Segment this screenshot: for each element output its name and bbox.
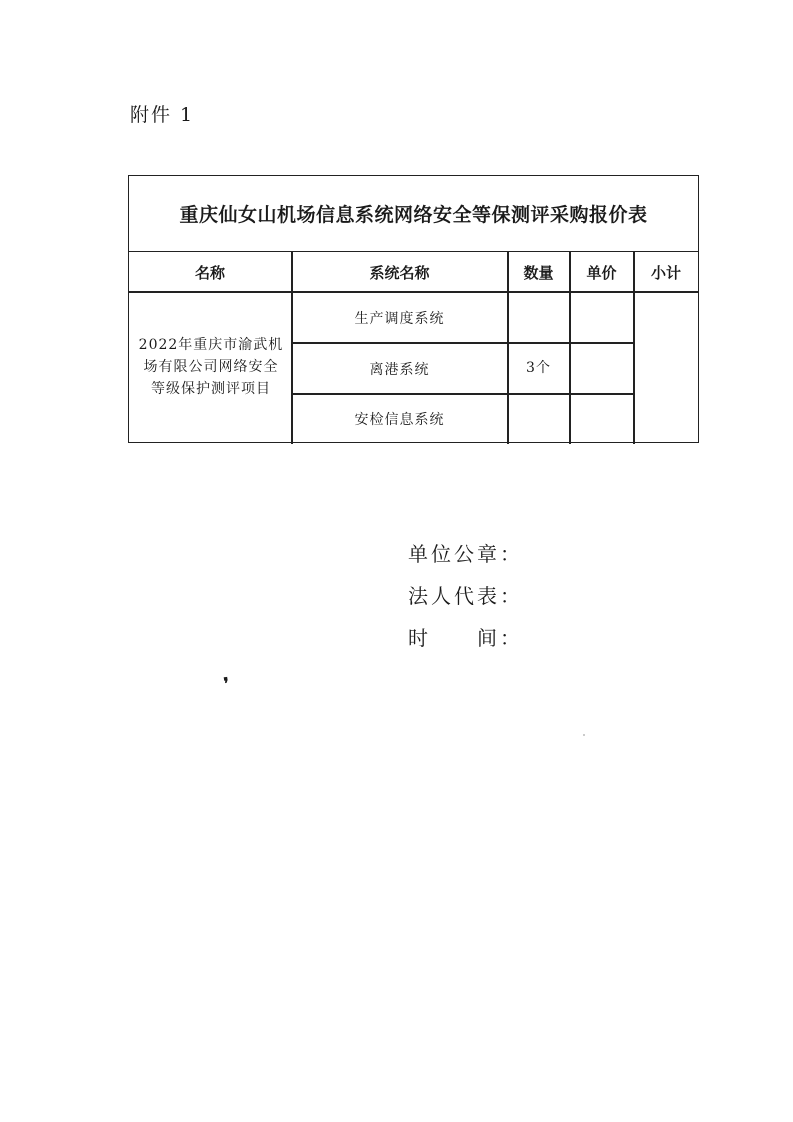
header-system-name: 系统名称	[369, 263, 430, 282]
system-row-departure: 离港系统	[369, 361, 430, 378]
scan-speck	[583, 734, 585, 736]
header-subtotal: 小计	[650, 263, 681, 282]
quantity-value: 3个	[526, 360, 551, 376]
header-name: 名称	[194, 263, 225, 282]
unit-price-cell[interactable]	[570, 395, 633, 442]
project-name: 2022年重庆市渝武机场有限公司网络安全等级保护测评项目	[138, 337, 284, 397]
legal-rep-label: 法人代表：	[408, 584, 523, 608]
stray-mark: ❜	[222, 673, 231, 694]
quotation-table	[128, 175, 699, 443]
system-row-security: 安检信息系统	[354, 411, 445, 428]
attachment-label: 附件 1	[130, 104, 195, 126]
seal-label: 单位公章：	[408, 542, 523, 566]
subtotal-cell[interactable]	[634, 292, 698, 442]
table-title: 重庆仙女山机场信息系统网络安全等保测评采购报价表	[129, 176, 698, 252]
system-row-production: 生产调度系统	[354, 310, 445, 327]
header-quantity: 数量	[523, 263, 554, 282]
unit-price-cell[interactable]	[570, 293, 633, 342]
unit-price-cell[interactable]	[570, 344, 633, 393]
time-label: 时 间：	[408, 626, 523, 650]
header-unit-price: 单价	[586, 263, 617, 282]
